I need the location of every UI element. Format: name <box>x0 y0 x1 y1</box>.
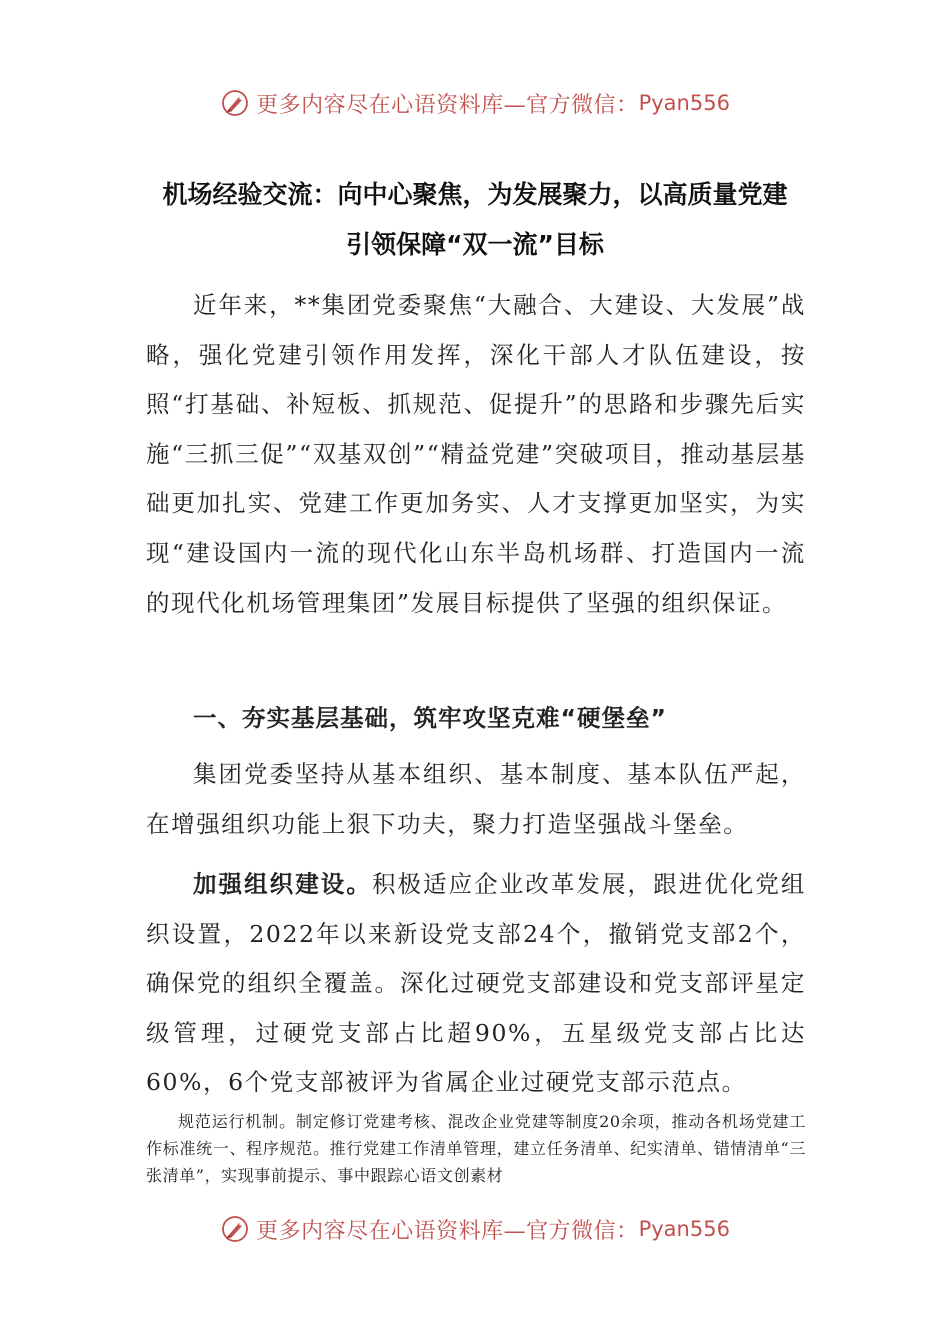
footer-watermark-banner <box>0 1209 950 1249</box>
document-title <box>110 170 840 270</box>
paragraph-lead-phrase: 加强组织建设。 <box>193 870 372 898</box>
pen-nib-logo-icon <box>220 88 250 118</box>
paragraph-body: 积极适应企业改革发展，跟进优化党组织设置，2022年以来新设党支部24个，撤销党支部2个，确保党的组织全覆盖。深化过硬党支部建设和党支部评星定级管理，过硬党支部占比超90%，五星级党支部占比达60%，6个党支部被评为省属企业过硬党支部示范点。 <box>146 870 807 1097</box>
pen-nib-logo-icon <box>220 1214 250 1244</box>
title-line-2: 引领保障“双一流”目标 <box>346 230 604 259</box>
intro-paragraph: 近年来，**集团党委聚焦“大融合、大建设、大发展”战略，强化党建引领作用发挥，深化干部人才队伍建设，按照“打基础、补短板、抓规范、促提升”的思路和步骤先后实施“三抓三促”“双基双创”“精益党建”突破项目，推动基层基础更加扎实、党建工作更加务实、人才支撑更加坚实，为实现“建设国内一流的现代化山东半岛机场群、打造国内一流的现代化机场管理集团”发展目标提供了坚强的组织保证。 <box>146 291 806 617</box>
section1-org-building-paragraph <box>146 860 806 1108</box>
banner-wechat-handle: Pyan556 <box>638 91 730 115</box>
section-heading-1: 一、夯实基层基础，筑牢攻坚克难“硬堡垒” <box>193 704 667 732</box>
section1-intro-paragraph: 集团党委坚持从基本组织、基本制度、基本队伍严起，在增强组织功能上狠下功夫，聚力打造坚强战斗堡垒。 <box>146 760 806 838</box>
section1-mechanism-paragraph: 规范运行机制。制定修订党建考核、混改企业党建等制度20余项，推动各机场党建工作标准统一、程序规范。推行党建工作清单管理，建立任务清单、纪实清单、错情清单“三张清单”，实现事前提示、事中跟踪心语文创素材 <box>146 1112 806 1185</box>
banner-wechat-handle: Pyan556 <box>638 1217 730 1241</box>
title-line-1: 机场经验交流：向中心聚焦，为发展聚力，以高质量党建 <box>162 180 788 209</box>
header-watermark-banner <box>0 83 950 123</box>
banner-text: 更多内容尽在心语资料库—官方微信： <box>256 1218 639 1244</box>
banner-text: 更多内容尽在心语资料库—官方微信： <box>256 92 639 118</box>
